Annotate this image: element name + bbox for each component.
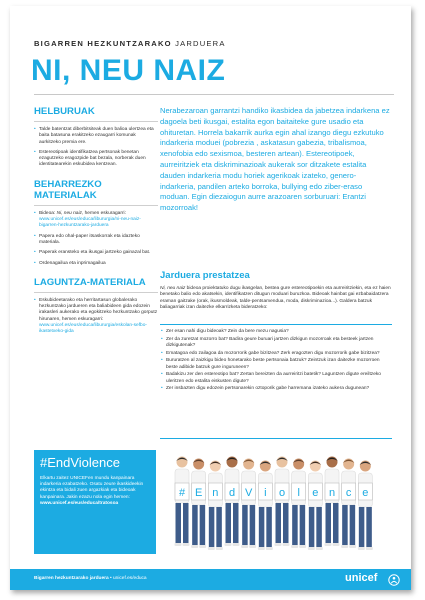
left-column xyxy=(34,106,158,340)
page-title: NI, NEU NAIZ xyxy=(31,54,226,87)
page-kicker xyxy=(34,39,226,48)
preparation-text: bideoa proiektatuko dugu ikasgelan, bestea gure estereotipoekin eta aurreiritziekin, eta ez haien benetako balio edo akatsekin, identifikatzen ditugun moduari buruzkoa. Bideoak hainbat gai ezbabaidatzera eraman gaitzake (orak, ikusmoldeak, talde-pentsamendua, moda, diskriminazioa...). Galdera batzuk baliagarriak izan daitezke elkarrizketa bideratzeko: xyxy=(160,286,391,311)
support-divider xyxy=(34,292,158,293)
person-figure xyxy=(225,457,240,547)
objectives-divider xyxy=(34,121,158,122)
endviolence-link[interactable]: www.unicef.es/eus/educa/tratosoa xyxy=(40,500,119,506)
people-illustration xyxy=(170,447,390,553)
person-figure xyxy=(341,459,356,549)
letter-card-text: e xyxy=(362,487,369,499)
questions-top-divider xyxy=(160,324,392,325)
person-figure xyxy=(275,457,290,547)
footer-bar xyxy=(10,569,411,590)
footer-text xyxy=(34,576,147,581)
objectives-heading: HELBURUAK xyxy=(34,106,95,117)
guide-link[interactable]: www.unicef.es/eus/educa/libururgia/eskolan-sefbo-ikastetxeko-gida xyxy=(39,323,147,335)
material-item: • Papera edo ohal-paper itsaskorrak eta idazteko materiala. xyxy=(34,234,158,247)
letter-card-text: c xyxy=(345,487,352,499)
letter-card-text: e xyxy=(312,487,319,499)
preparation-heading: Jarduera prestatzea xyxy=(160,270,250,281)
letter-card-text: i xyxy=(264,487,267,499)
person-figure xyxy=(325,457,340,547)
letter-card-text: # xyxy=(178,487,186,499)
person-figure xyxy=(175,457,190,547)
letter-card-text: n xyxy=(212,487,219,499)
letter-card-text: V xyxy=(244,487,253,499)
video-title: Ni, neu naiz xyxy=(160,286,186,291)
person-figure xyxy=(258,461,273,551)
footer-url: • unicef.es/educa xyxy=(108,576,147,581)
footer-title: Bigarren hezkuntzarako jarduera xyxy=(34,576,109,581)
unicef-logo-text: unicef xyxy=(345,572,378,584)
question-item: • Badakizu zer den estereotipo bat? Zertan bereizten da aurreiritzi batetik? Laguntzen digute ereiltzeko uleritzen edo estalita eiskusten digute? xyxy=(160,372,392,385)
right-column xyxy=(160,106,390,214)
person-figure xyxy=(241,459,256,549)
document-page xyxy=(10,6,411,590)
endviolence-text xyxy=(40,476,152,507)
letter-card-text: n xyxy=(328,487,336,499)
person-figure xyxy=(358,461,373,551)
questions-bottom-divider xyxy=(160,438,392,439)
support-heading: LAGUNTZA-MATERIALA xyxy=(34,276,146,288)
support-item xyxy=(34,298,158,336)
question-item: • Zer da zuretzat mozorro bat? Badira geure buruari jartzen dizkigun mozorroak eta besteek jartzen dizkigutenak? xyxy=(160,337,392,350)
endviolence-title: #EndViolence xyxy=(40,455,120,470)
letter-card-text: d xyxy=(228,487,236,499)
video-link[interactable]: www.unicef.es/eus/educa/libururgia/ni-neu-naiz-bigarren-hezkuntzarako-jarduera xyxy=(39,217,141,229)
video-title: Ni, neu naiz xyxy=(56,210,82,216)
material-item-text: Bideoa: xyxy=(39,210,57,216)
unicef-emblem-icon xyxy=(388,574,400,586)
letter-card-text: l xyxy=(297,487,300,499)
question-item: • Bururatzen al zaizkigu bideo honetarako beste pertsonaia batzuk? Zeintzuk izan daitezke mozorroen beste adibide batzuk gure inguruneen? xyxy=(160,358,392,371)
endviolence-body: Elkartu zaitez UNICEFen mundu kanpainara indarkeria ezabatzeko. Osatu zeure ikaskideekin ekintza eta bidali zuen argazkiak eta bideoak kanpainara. Jakin ezazu nola egin hemen: xyxy=(40,476,144,500)
endviolence-box xyxy=(34,450,156,554)
intro-paragraph: Nerabezaroan garrantzi handiko ikasbidea da jabetzea indarkena ez dagoela beti ikusgai, estalita egon baitaiteke gure usadio eta ohituretan. Horrela bakarrik aurka egin ahal izango diegu ezkutuko indarkeria moduei (pobrezia , askatasun gabezia, tribalismoa, xenofobia edo sexismoa, besteren artean). Estereotipoek, aurreiritziek eta diskriminazioak aukerak sor ditzakete estalita dauden indarkeria modu horiek agerikoak izateko, genero-indarkeria, pandilen arteko borroka, bullying edo ziber-eraso moduan. Egin diezaiogun aurre arazoaren sorburuari: Erantzi mozorroak! xyxy=(160,106,390,213)
kicker-bold: BIGARREN HEZKUNTZARAKO xyxy=(34,39,172,48)
material-item xyxy=(34,211,158,230)
support-item-text: Eskubideetarako eta herritartasun globalerako hezkuntzako jardueren eta baliabideen gida edozein irakasleri aukerako eta egokitzeko hezkuntzako gorputz hirunaren, hemen eskuragarri: xyxy=(39,297,158,322)
person-figure xyxy=(191,459,206,549)
person-figure xyxy=(308,461,323,551)
person-figure xyxy=(208,461,223,551)
materials-heading: BEHARREZKO MATERIALAK xyxy=(34,178,102,201)
objective-item: • Talde batentzat diberbitsiteak duen balioa ulertzea eta baita batasuna erakitzeko ezaugarri komunak aurkitzeko premia ere. xyxy=(34,127,158,146)
materials-divider xyxy=(34,205,158,206)
header-divider xyxy=(34,94,394,95)
question-item: • Zer insbazten digu edozein pertsonarekin oztoporik gabe harremana izateko aukera dugunean? xyxy=(160,386,392,392)
material-item-text: , hemen eskuragarri: xyxy=(81,210,126,216)
campaign-photo xyxy=(170,447,390,553)
objective-item: • Estereotipoak identifikatzea pertsonak benetan ezagutzeko eragozpide bat bezala, norberak duen identitatearekin eskubidea kentzean. xyxy=(34,150,158,169)
question-list xyxy=(160,329,392,394)
letter-card-text: E xyxy=(194,487,203,499)
kicker-light: JARDUERA xyxy=(175,39,226,48)
material-item: • Paperak eransteko eta ikusgai jartzeko gainazal bat. xyxy=(34,250,158,256)
question-item: • Zer esan nahi digu bideoak? Zein da bere mezu nagusia? xyxy=(160,329,392,335)
letter-card-text: o xyxy=(278,487,286,499)
question-item: • Ematagoa edo zailagoa da mozorrorik gabe bizitzea? Zerk eragozten digu mozorrorik gabe bizitzea? xyxy=(160,351,392,357)
material-item: • Ordenagailua eta inprimagailua xyxy=(34,261,158,267)
person-figure xyxy=(291,459,306,549)
preparation-paragraph xyxy=(160,286,392,312)
